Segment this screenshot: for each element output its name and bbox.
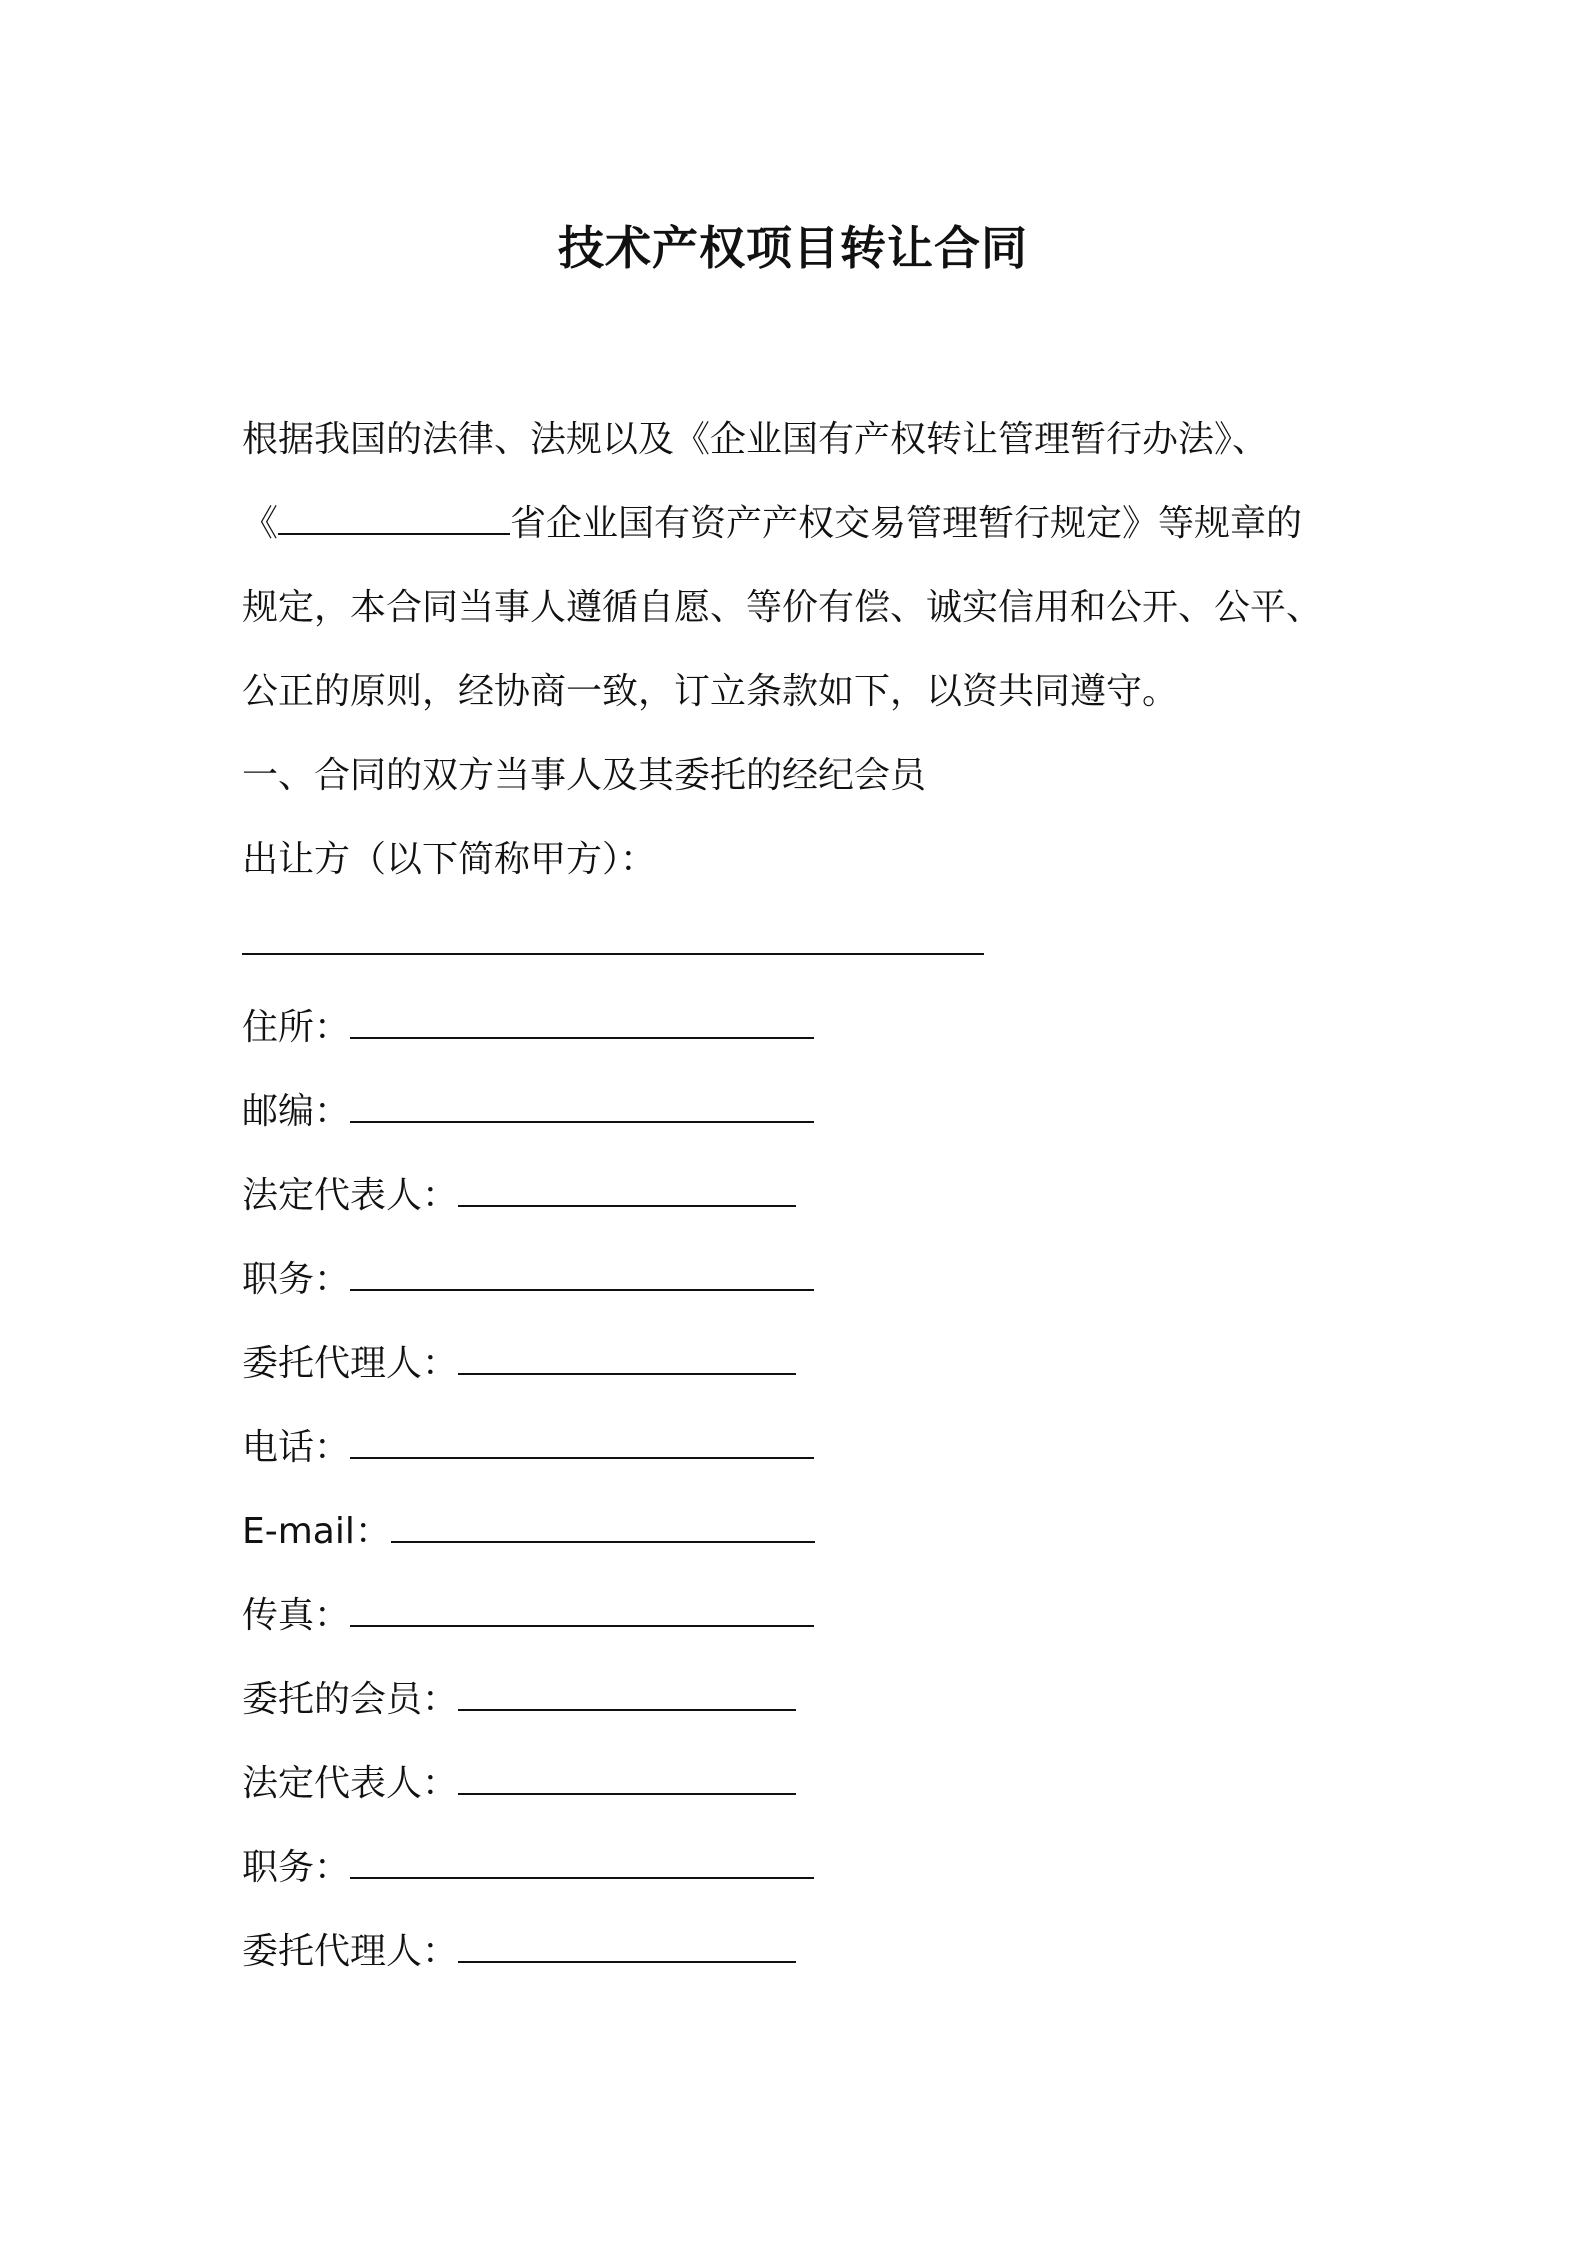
preamble-line-2-suffix: 省企业国有资产产权交易管理暂行规定》等规章的 — [510, 503, 1303, 544]
field-label: 法定代表人： — [242, 1763, 459, 1804]
document-title: 技术产权项目转让合同 — [558, 221, 1028, 275]
field-blank[interactable] — [391, 1511, 815, 1543]
field-row — [242, 1910, 1372, 1994]
preamble-line-2-prefix: 《 — [242, 503, 279, 544]
field-row — [242, 1238, 1372, 1322]
field-label: 职务： — [242, 1847, 351, 1888]
field-blank[interactable] — [458, 1343, 796, 1375]
field-blank[interactable] — [350, 1259, 814, 1291]
transferor-name-line — [242, 902, 1372, 986]
field-row — [242, 1070, 1372, 1154]
field-blank[interactable] — [458, 1175, 796, 1207]
field-label: 邮编： — [242, 1091, 351, 1132]
section-1-heading: 一、合同的双方当事人及其委托的经纪会员 — [242, 755, 927, 796]
preamble-line-1: 根据我国的法律、法规以及《企业国有产权转让管理暂行办法》、 — [242, 419, 1269, 460]
field-blank[interactable] — [350, 1007, 814, 1039]
field-row — [242, 1154, 1372, 1238]
field-label: 职务： — [242, 1259, 351, 1300]
field-label: 法定代表人： — [242, 1175, 459, 1216]
field-row — [242, 1658, 1372, 1742]
field-blank[interactable] — [350, 1595, 814, 1627]
preamble-line-2 — [242, 482, 1372, 566]
field-label: 委托代理人： — [242, 1931, 459, 1972]
transferor-label: 出让方（以下简称甲方）： — [242, 839, 657, 880]
field-blank[interactable] — [458, 1763, 796, 1795]
field-blank[interactable] — [458, 1931, 796, 1963]
transferor-name-blank[interactable] — [242, 923, 984, 955]
field-label: 委托的会员： — [242, 1679, 459, 1720]
field-row — [242, 1490, 1372, 1574]
field-label: E-mail： — [242, 1511, 391, 1552]
field-row — [242, 1742, 1372, 1826]
field-label: 委托代理人： — [242, 1343, 459, 1384]
field-label: 电话： — [242, 1427, 351, 1468]
preamble-line-3: 规定，本合同当事人遵循自愿、等价有偿、诚实信用和公开、公平、 — [242, 587, 1323, 628]
document-body — [242, 398, 1372, 1994]
field-blank[interactable] — [458, 1679, 796, 1711]
field-row — [242, 1826, 1372, 1910]
field-blank[interactable] — [350, 1091, 814, 1123]
field-label: 传真： — [242, 1595, 351, 1636]
province-blank[interactable] — [278, 503, 510, 535]
field-blank[interactable] — [350, 1847, 814, 1879]
field-row — [242, 1322, 1372, 1406]
preamble-line-4: 公正的原则，经协商一致，订立条款如下，以资共同遵守。 — [242, 671, 1179, 712]
field-row — [242, 1406, 1372, 1490]
field-row — [242, 1574, 1372, 1658]
field-label: 住所： — [242, 1007, 351, 1048]
field-blank[interactable] — [350, 1427, 814, 1459]
field-row — [242, 986, 1372, 1070]
